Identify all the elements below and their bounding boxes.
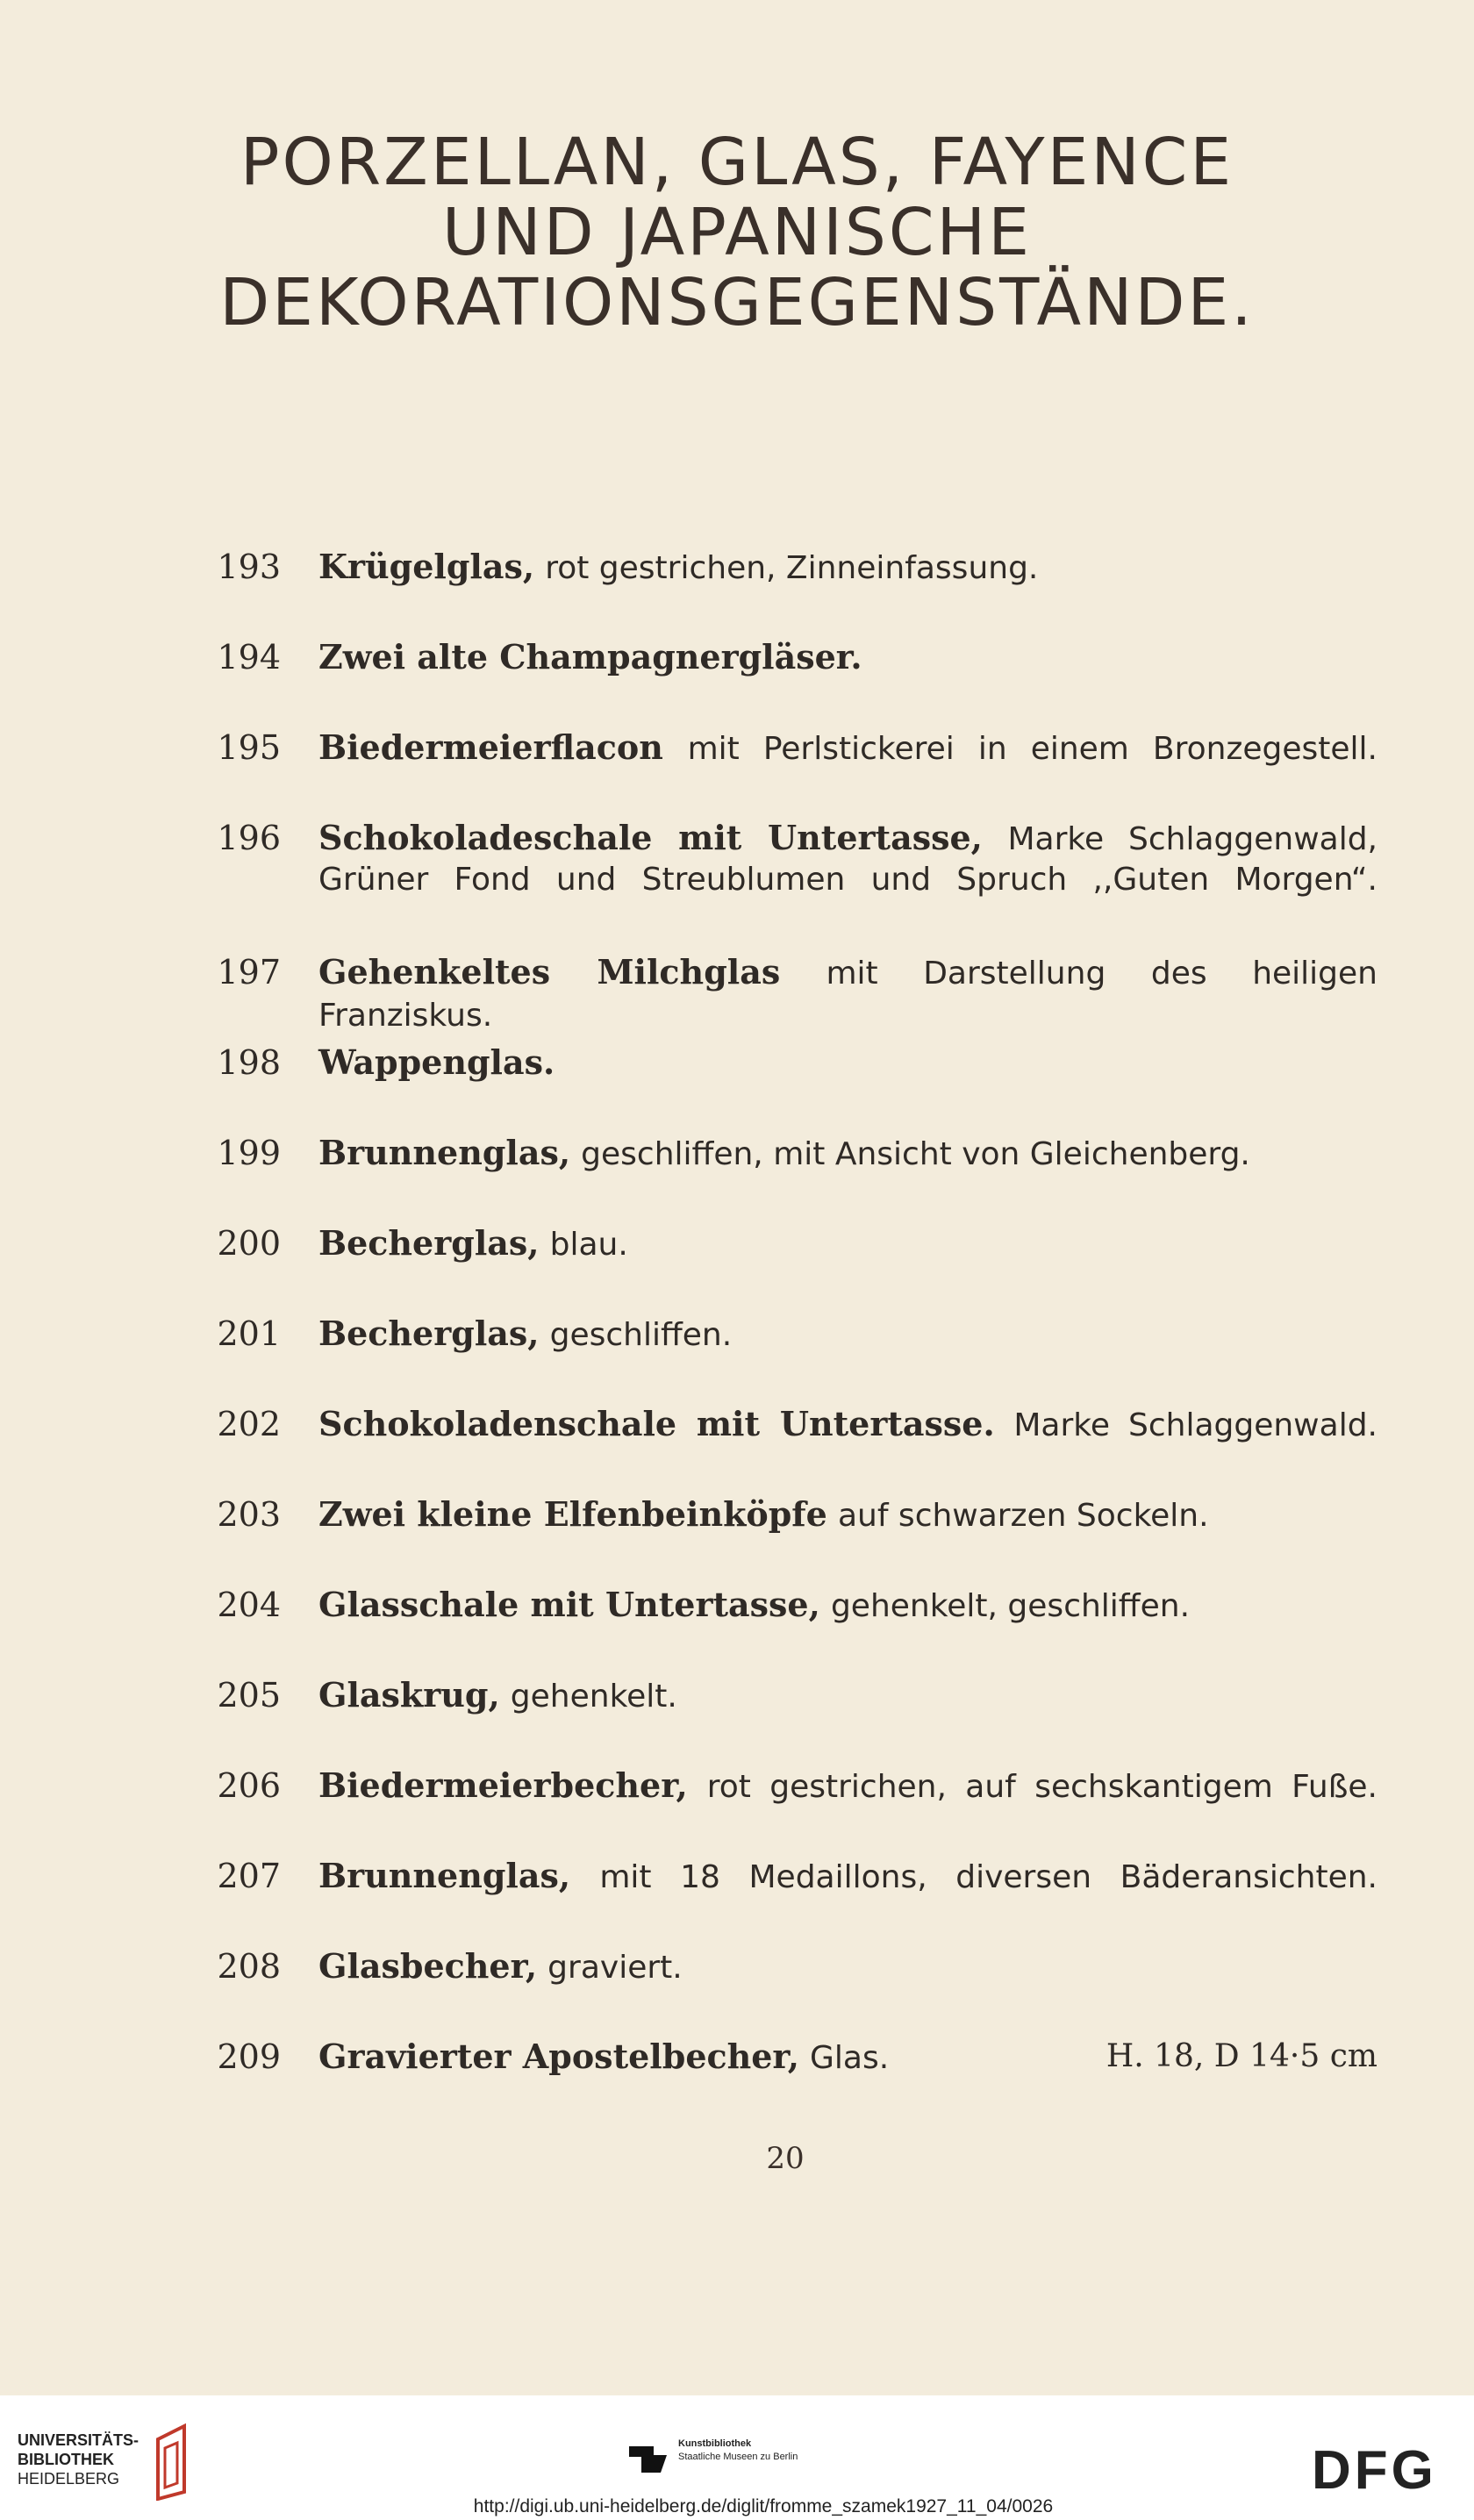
entry-number: 205 bbox=[217, 1676, 281, 1715]
entry-text bbox=[318, 1856, 1377, 1898]
kunstbibliothek-label bbox=[678, 2438, 798, 2464]
entry-dimensions: H. 18, D 14·5 cm bbox=[1106, 2038, 1377, 2074]
title-line-3: DEKORATIONSGEGENSTÄNDE. bbox=[219, 265, 1255, 340]
entry-text bbox=[318, 1133, 1377, 1175]
entry-name: Glasschale mit Untertasse, bbox=[318, 1585, 820, 1624]
entry-name: Schokoladenschale mit Untertasse. bbox=[318, 1404, 995, 1443]
entry-number: 198 bbox=[217, 1043, 281, 1082]
entry-name: Schokoladeschale mit Untertasse, bbox=[318, 818, 983, 857]
entry-number: 200 bbox=[217, 1224, 281, 1263]
entry-name: Biedermeierbecher, bbox=[318, 1765, 688, 1805]
catalog-entry bbox=[206, 952, 1377, 1036]
entry-text bbox=[318, 1494, 1377, 1536]
entry-text bbox=[318, 547, 1377, 589]
entry-number: 197 bbox=[217, 953, 281, 992]
entry-name: Gravierter Apostelbecher, bbox=[318, 2037, 799, 2076]
entry-name: Biedermeierflacon bbox=[318, 727, 663, 767]
catalog-entry bbox=[206, 1314, 1377, 1356]
entry-description: Marke Schlaggenwald, bbox=[1007, 821, 1377, 857]
catalog-entry bbox=[206, 1404, 1377, 1446]
title-line-2: UND JAPANISCHE bbox=[442, 195, 1032, 270]
entry-text bbox=[318, 727, 1377, 770]
entry-number: 196 bbox=[217, 819, 281, 857]
entry-description: Glas. bbox=[810, 2040, 890, 2076]
catalog-entry bbox=[206, 2037, 1377, 2079]
entry-number: 204 bbox=[217, 1586, 281, 1624]
entry-description-line-2: Grüner Fond und Streublumen und Spruch ,,Guten Morgen“. bbox=[318, 862, 1377, 898]
entry-number: 203 bbox=[217, 1495, 281, 1534]
entry-text bbox=[318, 1675, 1377, 1717]
catalog-entry bbox=[206, 1675, 1377, 1717]
entry-text bbox=[318, 1946, 1377, 1988]
entry-number: 193 bbox=[217, 548, 281, 586]
catalog-entry bbox=[206, 818, 1377, 900]
catalog-entry bbox=[206, 1856, 1377, 1898]
catalog-entry bbox=[206, 1585, 1377, 1627]
catalog-entry bbox=[206, 727, 1377, 770]
entry-description: blau. bbox=[549, 1227, 628, 1263]
entry-description: auf schwarzen Sockeln. bbox=[837, 1498, 1209, 1534]
entry-description: mit Perlstickerei in einem Bronzegestell. bbox=[687, 731, 1377, 767]
entry-name: Wappenglas. bbox=[318, 1042, 555, 1082]
entry-number: 206 bbox=[217, 1766, 281, 1805]
entry-description: Marke Schlaggenwald. bbox=[1013, 1407, 1377, 1443]
kb-line-1: Kunstbibliothek bbox=[678, 2438, 752, 2449]
entry-text bbox=[318, 1765, 1377, 1808]
catalog-entry bbox=[206, 637, 1377, 677]
entry-name: Gehenkeltes Milchglas bbox=[318, 952, 781, 992]
entry-text bbox=[318, 637, 1377, 677]
entry-description: mit 18 Medaillons, diversen Bäderansichten. bbox=[599, 1859, 1377, 1895]
entry-name: Krügelglas, bbox=[318, 547, 535, 586]
kunstbibliothek-logo-icon[interactable] bbox=[627, 2439, 671, 2474]
catalog-entry bbox=[206, 1946, 1377, 1988]
page-number: 20 bbox=[766, 2141, 805, 2176]
entry-number: 201 bbox=[217, 1314, 281, 1353]
catalog-entry bbox=[206, 547, 1377, 589]
entry-text bbox=[318, 952, 1377, 1036]
entry-text bbox=[318, 1585, 1377, 1627]
entry-description: graviert. bbox=[547, 1950, 683, 1986]
entry-name: Becherglas, bbox=[318, 1223, 540, 1263]
entry-description: gehenkelt. bbox=[510, 1679, 677, 1715]
entry-number: 199 bbox=[217, 1134, 281, 1172]
entry-description: rot gestrichen, auf sechskantigem Fuße. bbox=[706, 1769, 1377, 1805]
catalog-entry bbox=[206, 1133, 1377, 1175]
entry-number: 207 bbox=[217, 1857, 281, 1895]
page-title bbox=[0, 127, 1474, 338]
entry-text bbox=[318, 818, 1377, 900]
entry-text bbox=[318, 1404, 1377, 1446]
ub-logo-mark-icon bbox=[149, 2422, 202, 2501]
entry-name: Zwei alte Champagnergläser. bbox=[318, 637, 862, 677]
ub-logo-line-1: UNIVERSITÄTS- bbox=[18, 2431, 140, 2449]
catalog-entry bbox=[206, 1042, 1377, 1083]
catalog-entry bbox=[206, 1765, 1377, 1808]
entry-text bbox=[318, 1042, 1377, 1083]
entry-description: mit Darstellung des heiligen Franziskus. bbox=[318, 956, 1377, 1034]
entry-number: 194 bbox=[217, 638, 281, 677]
entry-number: 195 bbox=[217, 728, 281, 767]
entry-description: geschliffen, mit Ansicht von Gleichenberg. bbox=[581, 1136, 1250, 1172]
entry-description: geschliffen. bbox=[549, 1317, 733, 1353]
entry-text bbox=[318, 1314, 1377, 1356]
ub-logo-line-3: HEIDELBERG bbox=[18, 2470, 120, 2488]
dfg-logo[interactable]: DFG bbox=[1312, 2440, 1437, 2501]
entry-number: 208 bbox=[217, 1947, 281, 1986]
kb-line-2: Staatliche Museen zu Berlin bbox=[678, 2452, 798, 2462]
title-line-1: PORZELLAN, GLAS, FAYENCE bbox=[240, 125, 1234, 200]
source-url-link[interactable]: http://digi.ub.uni-heidelberg.de/diglit/fromme_szamek1927_11_04/0026 bbox=[473, 2496, 1054, 2516]
entry-number: 202 bbox=[217, 1405, 281, 1443]
entry-name: Glasbecher, bbox=[318, 1946, 538, 1986]
entry-description: gehenkelt, geschliffen. bbox=[830, 1588, 1191, 1624]
entry-name: Becherglas, bbox=[318, 1314, 540, 1353]
entry-name: Glaskrug, bbox=[318, 1675, 500, 1715]
entry-description: rot gestrichen, Zinneinfassung. bbox=[545, 550, 1039, 586]
catalog-entry bbox=[206, 1223, 1377, 1265]
ub-logo-line-2: BIBLIOTHEK bbox=[18, 2451, 114, 2468]
entry-name: Zwei kleine Elfenbeinköpfe bbox=[318, 1494, 827, 1534]
entry-number: 209 bbox=[217, 2037, 281, 2076]
university-library-logo[interactable] bbox=[18, 2431, 139, 2488]
catalog-entry bbox=[206, 1494, 1377, 1536]
entry-text bbox=[318, 1223, 1377, 1265]
entry-name: Brunnenglas, bbox=[318, 1133, 571, 1172]
entry-name: Brunnenglas, bbox=[318, 1856, 571, 1895]
